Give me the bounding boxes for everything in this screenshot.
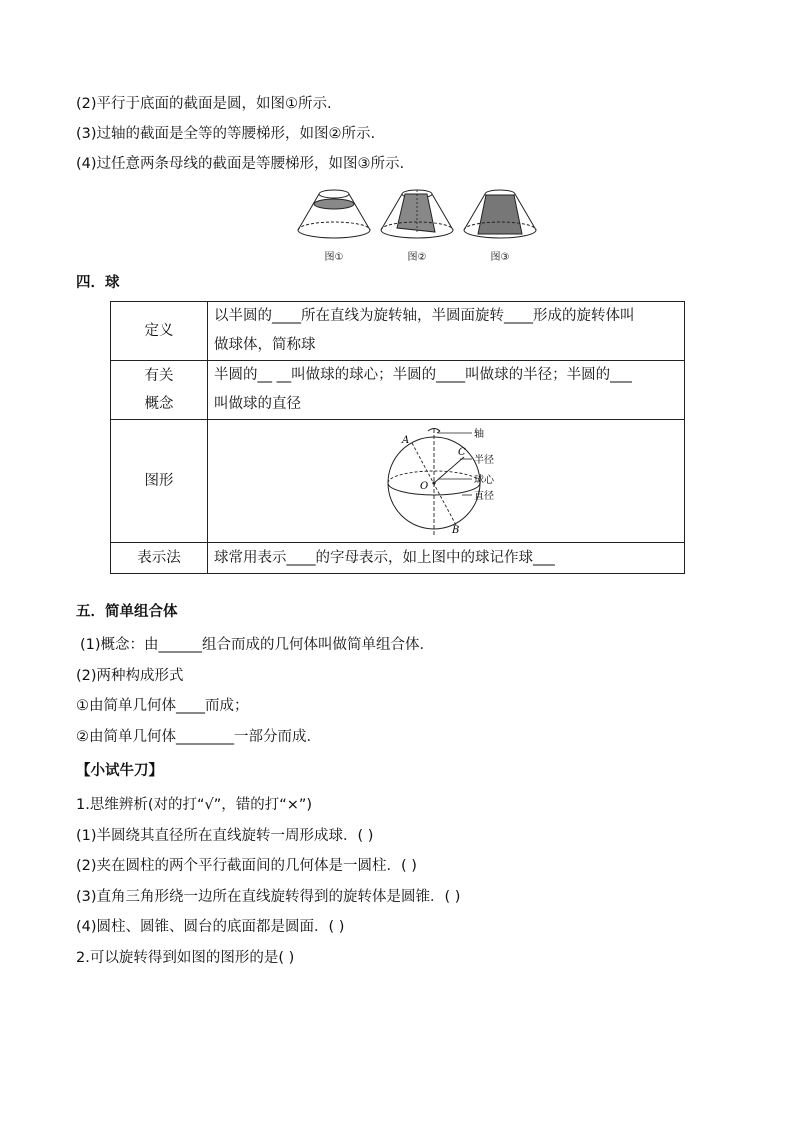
frustum-figures [290,186,550,266]
table-row [111,543,685,574]
row-head-definition [111,302,208,361]
combo-line-2: (2)两种构成形式 [76,668,184,684]
row-head-notation [111,543,208,574]
row-content-definition [208,302,685,361]
sphere-heading: 四．球 [76,275,120,291]
sphere-table [110,301,685,574]
label-B: B [452,525,460,536]
row-head-concepts [111,361,208,420]
combo-line-4: ②由简单几何体________一部分而成． [76,729,321,745]
row-content-figure [208,420,685,543]
quiz-line-6: 2.可以旋转得到如图的图形的是( ) [76,950,295,966]
frustum-figure-2 [377,186,457,264]
head-text: 图形 [144,473,174,489]
cone-item-4: (4)过任意两条母线的截面是等腰梯形，如图③所示. [76,156,405,172]
quiz-line-2: (1)半圆绕其直径所在直线旋转一周形成球．( ) [76,828,374,844]
head-text: 定义 [144,323,174,339]
content-line: 半圆的__ __叫做球的球心；半圆的____叫做球的半径；半圆的___ [214,367,632,383]
row-content-notation [208,543,685,574]
content-line: 叫做球的直径 [214,396,301,412]
table-row [111,302,685,361]
quiz-line-4: (3)直角三角形绕一边所在直线旋转得到的旋转体是圆锥．( ) [76,889,461,905]
caption-fig-2: 图② [407,252,427,263]
label-radius: 半径 [474,455,494,466]
quiz-line-3: (2)夹在圆柱的两个平行截面间的几何体是一圆柱．( ) [76,858,417,874]
head-text: 有关 [144,368,174,384]
label-diameter: 直径 [474,491,494,502]
cone-item-3: (3)过轴的截面是全等的等腰梯形，如图②所示. [76,126,376,142]
quiz-line-5: (4)圆柱、圆锥、圆台的底面都是圆面．( ) [76,919,345,935]
row-content-concepts [208,361,685,420]
content-line: 以半圆的____所在直线为旋转轴，半圆面旋转____形成的旋转体叫 [214,308,635,324]
combo-line-3: ①由简单几何体____而成； [76,698,249,714]
label-O: O [420,481,429,492]
frustum-figure-3 [460,186,540,264]
label-C: C [458,447,466,458]
quiz-line-1: 1.思维辨析(对的打“√”，错的打“×”) [76,797,313,813]
frustum-figure-1 [294,186,374,264]
combo-heading: 五．简单组合体 [76,604,178,620]
label-axis: 轴 [474,429,484,440]
row-head-figure [111,420,208,543]
head-text: 概念 [144,396,174,412]
combo-line-1: (1)概念：由______组合而成的几何体叫做简单组合体． [80,637,435,653]
head-text: 表示法 [137,550,181,566]
table-row [111,420,685,543]
label-center: 球心 [474,475,494,486]
caption-fig-3: 图③ [490,252,510,263]
quiz-heading: 【小试牛刀】 [76,763,163,779]
cone-item-2: (2)平行于底面的截面是圆，如图①所示. [76,96,332,112]
content-line: 球常用表示____的字母表示，如上图中的球记作球___ [214,549,555,566]
sphere-diagram [376,423,516,539]
caption-fig-1: 图① [324,252,344,263]
table-row [111,361,685,420]
content-line: 做球体，简称球 [214,337,316,353]
label-A: A [402,435,410,446]
